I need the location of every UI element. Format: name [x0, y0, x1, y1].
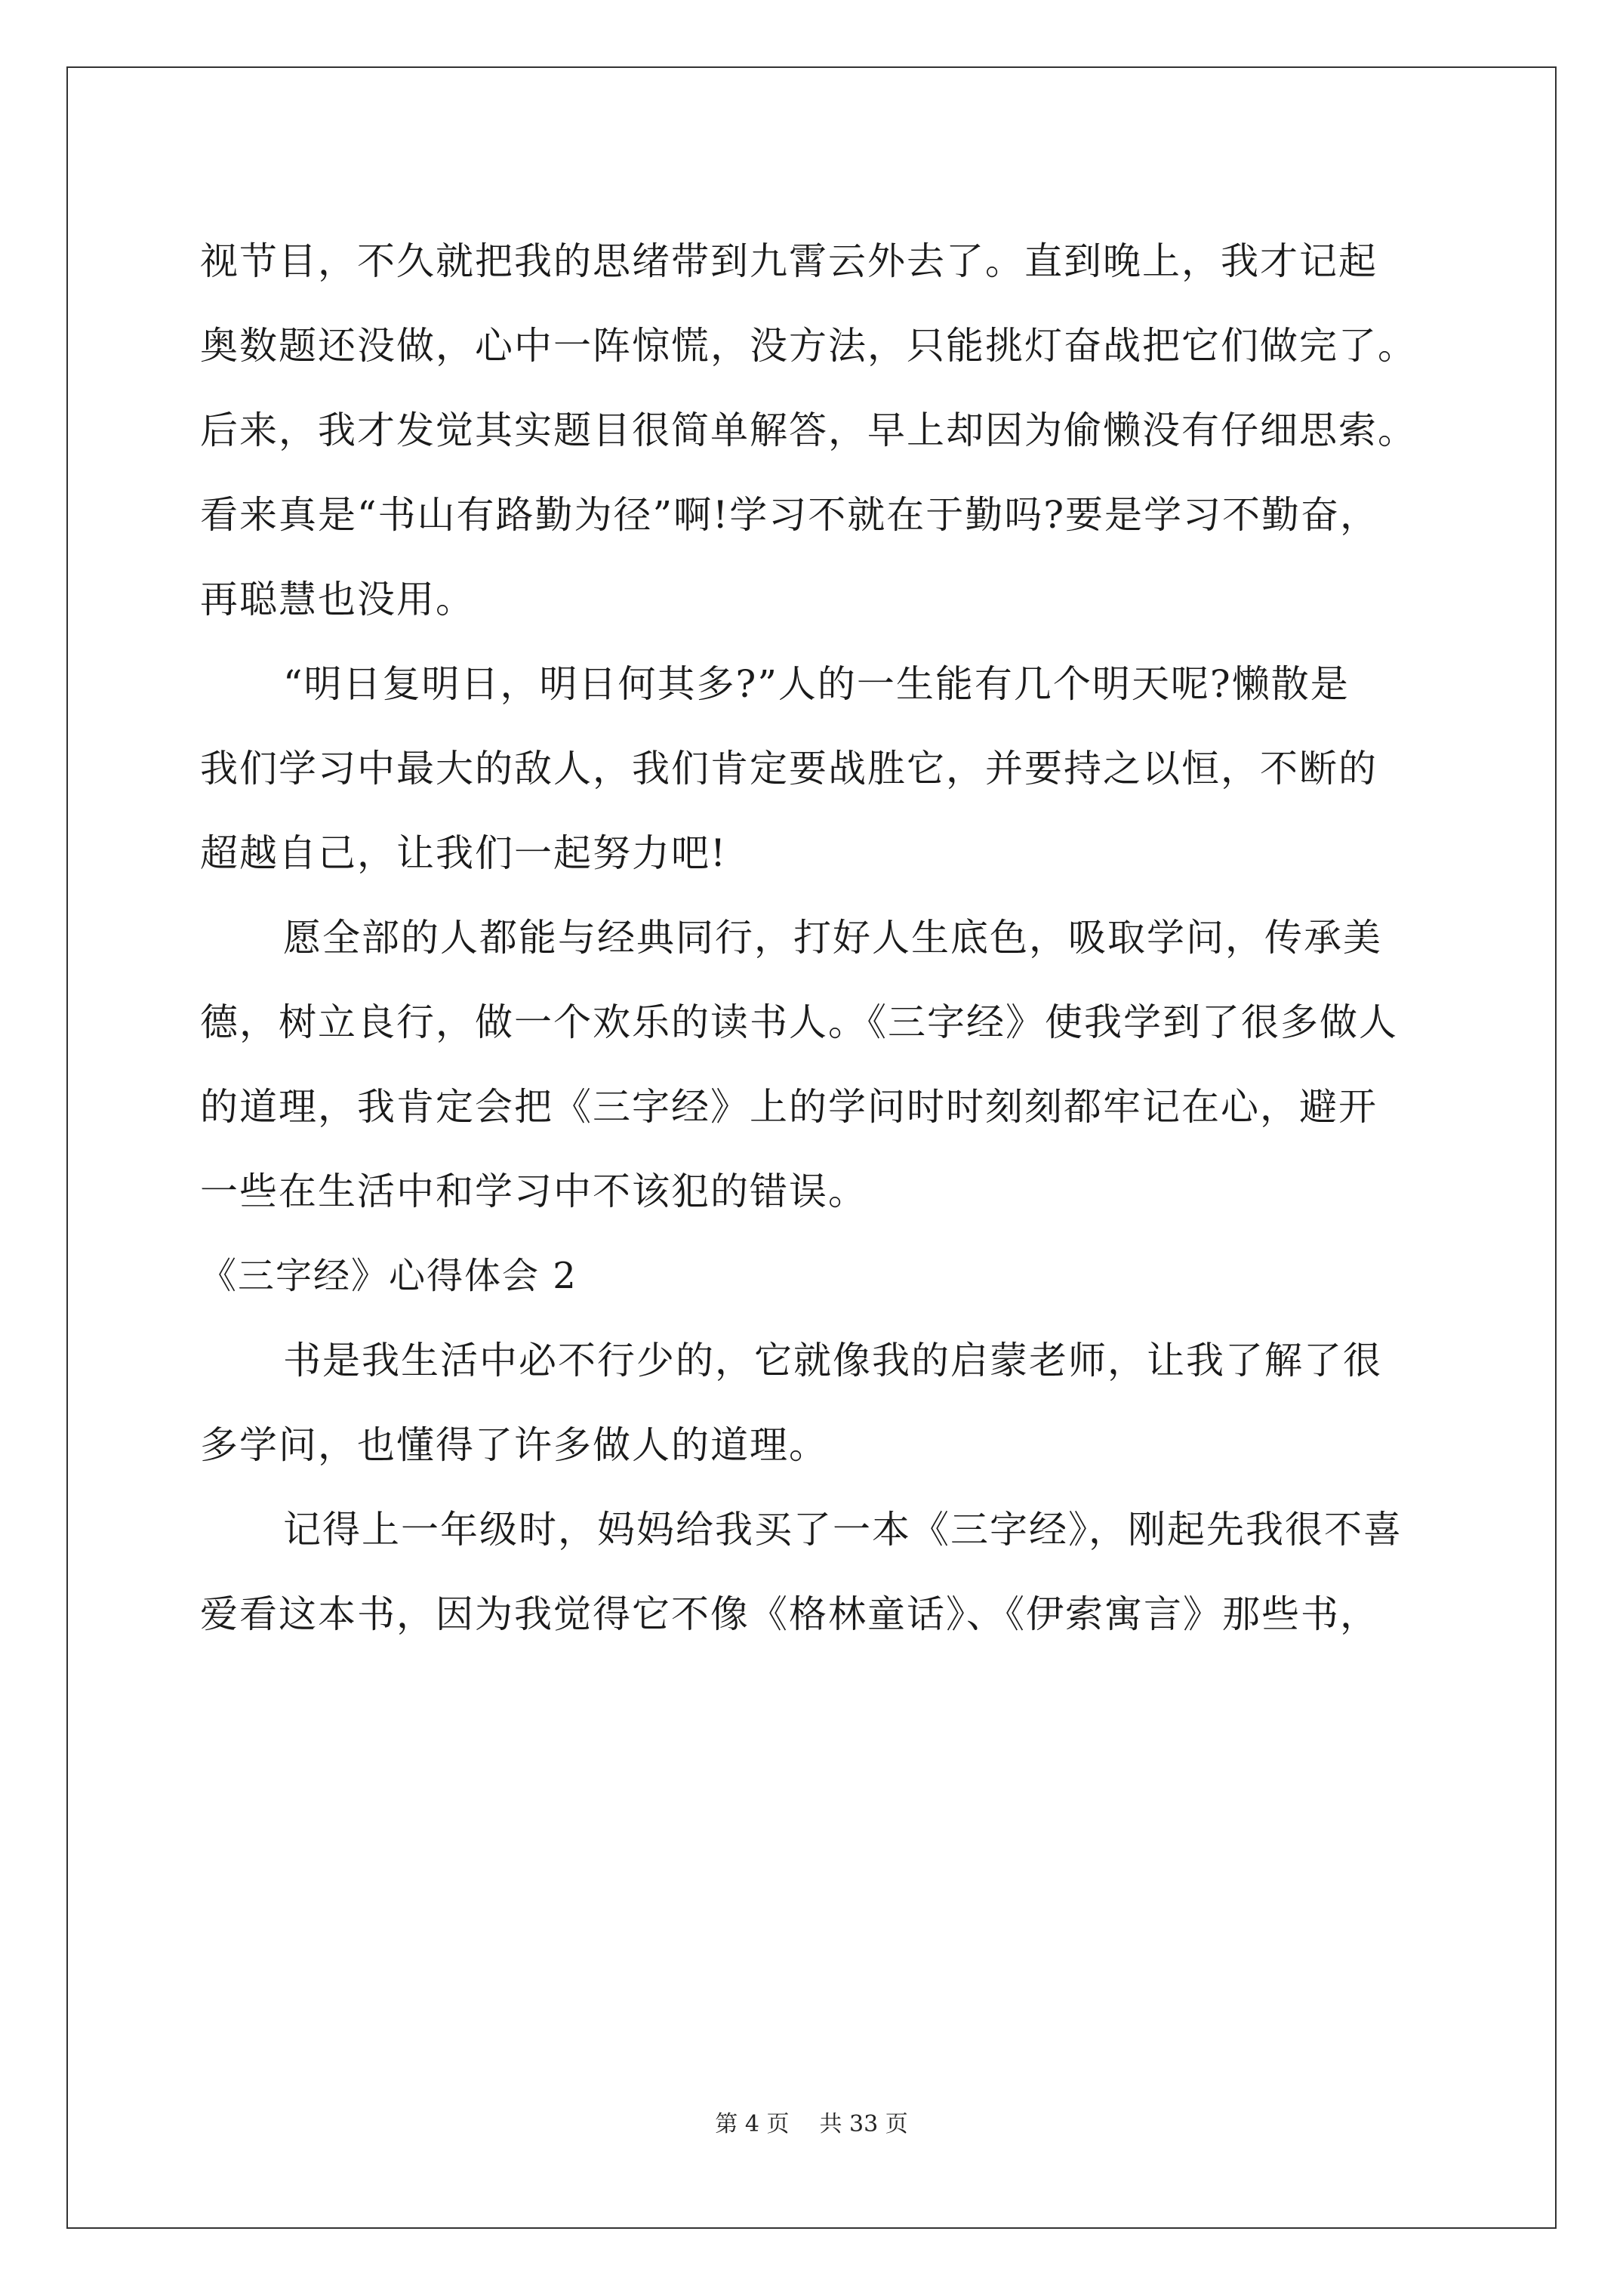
text-line: 奥数题还没做，心中一阵惊慌，没方法，只能挑灯奋战把它们做完了。: [200, 324, 1417, 368]
paragraph-start-line: 书是我生活中必不行少的，它就像我的启蒙老师，让我了解了很: [283, 1339, 1382, 1382]
text-line: 看来真是“书山有路勤为径”啊!学习不就在于勤吗?要是学习不勤奋，: [200, 493, 1380, 537]
page-number: 第 4 页: [715, 2111, 790, 2137]
paragraph-start-line: 记得上一年级时，妈妈给我买了一本《三字经》，刚起先我很不喜: [283, 1508, 1403, 1552]
document-body: [200, 219, 1438, 1657]
paragraph-start-line: “明日复明日，明日何其多?”人的一生能有几个明天呢?懒散是: [283, 662, 1350, 706]
text-line: 我们学习中最大的敌人，我们肯定要战胜它，并要持之以恒，不断的: [200, 747, 1378, 791]
text-line: 后来，我才发觉其实题目很简单解答，早上却因为偷懒没有仔细思索。: [200, 408, 1417, 452]
text-line: 视节目，不久就把我的思绪带到九霄云外去了。直到晚上，我才记起: [200, 239, 1378, 283]
text-line: 的道理，我肯定会把《三字经》上的学问时时刻刻都牢记在心，避开: [200, 1085, 1378, 1129]
text-line: 超越自己，让我们一起努力吧!: [200, 831, 728, 875]
text-line: 爱看这本书，因为我觉得它不像《格林童话》、《伊索寓言》那些书，: [200, 1592, 1379, 1636]
page-total: 共 33 页: [819, 2111, 908, 2137]
section-heading: 《三字经》心得体会 2: [200, 1255, 577, 1297]
text-line: 多学问，也懂得了许多做人的道理。: [200, 1423, 828, 1467]
text-line: 一些在生活中和学习中不该犯的错误。: [200, 1170, 867, 1213]
paragraph-start-line: 愿全部的人都能与经典同行，打好人生底色，吸取学问，传承美: [283, 916, 1382, 960]
text-line: 再聪慧也没用。: [200, 578, 475, 621]
page-footer: [0, 2105, 1623, 2138]
text-line: 德，树立良行，做一个欢乐的读书人。《三字经》使我学到了很多做人: [200, 1000, 1398, 1044]
